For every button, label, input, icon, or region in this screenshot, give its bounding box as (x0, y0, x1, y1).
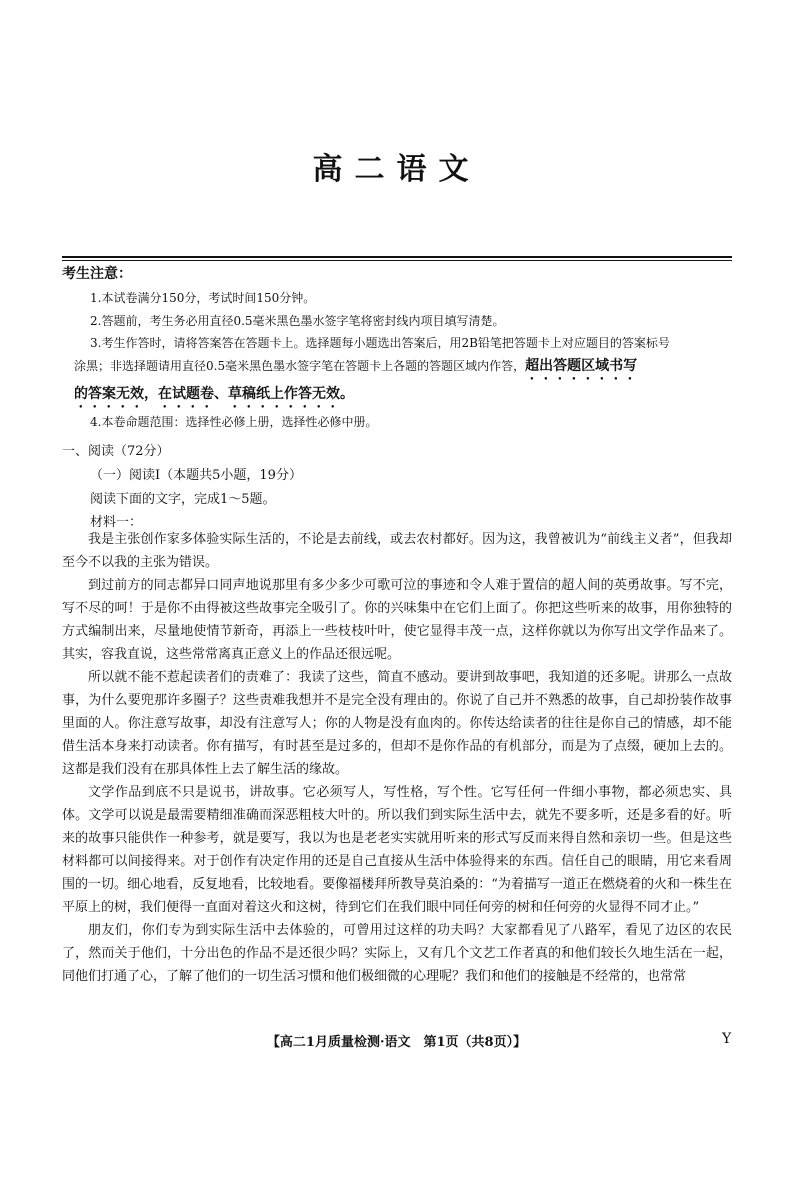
paragraph: 所以就不能不惹起读者们的责难了：我读了这些，简直不感动。要讲到故事吧，我知道的还多呢。讲那么一点故事，为什么要兜那许多圈子？这些责难我想并不是完全没有理由的。你说了自己并不熟悉的故事，自己却扮装作故事里面的人。你注意写故事，却没有注意写人；你的人物是没有血肉的。你传达给读者的往往是你自己的情感，却不能借生活本身来打动读者。你有描写，有时甚至是过多的，但却不是你作品的有机部分，而是为了点缀，硬加上去的。这都是我们没有在那具体性上去了解生活的缘故。 (62, 670, 732, 777)
notice-heading: 考生注意： (62, 266, 132, 282)
notice-item: 2.答题前，考生务必用直径0.5毫米黑色墨水签字笔将密封线内项目填写清楚。 (90, 313, 505, 328)
header-rule-thick (62, 256, 732, 258)
paragraph: 我是主张创作家多体验实际生活的，不论是去前线，或去农村都好。因为这，我曾被讥为“前线主义者”，但我却至今不以我的主张为错误。 (62, 532, 732, 570)
paragraph: 到过前方的同志都异口同声地说那里有多少多少可歌可泣的事迹和令人难于置信的超人间的英勇故事。写不完，写不尽的呵！于是你不由得被这些故事完全吸引了。你的兴味集中在它们上面了。你把这些听来的故事，用你独特的方式编制出来，尽量地使情节新奇，再添上一些枝枝叶叶，使它显得丰茂一点，这样你就以为你写出文学作品来了。其实，容我直说，这些常常离真正意义上的作品还很远呢。 (62, 578, 732, 662)
notice-item-text: 涂黑；非选择题请用直径0.5毫米黑色墨水签字笔在答题卡上各题的答题区域内作答， (74, 358, 526, 373)
material-label: 材料一： (90, 515, 143, 530)
notice-item: 1.本试卷满分150分，考试时间150分钟。 (90, 291, 316, 305)
notice-item-emphasis: 超出答题区域书写 (525, 357, 638, 374)
section-heading: 一、阅读（72分） (62, 444, 170, 459)
footer-mark: Y (722, 1031, 732, 1047)
notice-item: 3.考生作答时，请将答案答在答题卡上。选择题每小题选出答案后，用2B铅笔把答题卡上对应题目的答案标号 (90, 336, 670, 350)
notice-item (74, 355, 745, 383)
instruction: 阅读下面的文字，完成1～5题。 (90, 492, 276, 507)
notice-item: 的答案无效，在试题卷、草稿纸上作答无效。 (74, 385, 354, 402)
header-rule-thin (62, 260, 732, 261)
notice-item: 4.本卷命题范围：选择性必修上册，选择性必修中册。 (90, 414, 378, 429)
page-footer: 【高二1月质量检测·语文 第1页（共8页）】 (266, 1035, 527, 1050)
page-title: 高二语文 (312, 152, 481, 187)
reading-passage (62, 528, 732, 988)
paragraph: 朋友们，你们专为到实际生活中去体验的，可曾用过这样的功夫吗？大家都看见了八路军，看见了边区的农民了，然而关于他们，十分出色的作品不是还很少吗？实际上，又有几个文艺工作者真的和他们较长久地生活在一起，同他们打通了心，了解了他们的一切生活习惯和他们极细微的心理呢？我们和他们的接触是不经常的，也常常 (62, 923, 732, 984)
notice-list (74, 287, 745, 433)
sub-heading: （一）阅读Ⅰ（本题共5小题，19分） (90, 468, 302, 483)
paragraph: 文学作品到底不只是说书，讲故事。它必须写人，写性格，写个性。它写任何一件细小事物，都必须忠实、具体。文学可以说是最需要精细准确而深恶粗枝大叶的。所以我们到实际生活中去，就先不要多听，还是多看的好。听来的故事只能供作一种参考，就是要写，我以为也是老老实实就用听来的形式写反而来得自然和亲切一些。但是这些材料都可以间接得来。对于创作有决定作用的还是自己直接从生活中体验得来的东西。信任自己的眼睛，用它来看周围的一切。细心地看，反复地看，比较地看。要像福楼拜所教导莫泊桑的：“为着描写一道正在燃烧着的火和一株生在平原上的树，我们便得一直面对着这火和这树，待到它们在我们眼中同任何旁的树和任何旁的火显得不同才止。” (62, 785, 732, 915)
